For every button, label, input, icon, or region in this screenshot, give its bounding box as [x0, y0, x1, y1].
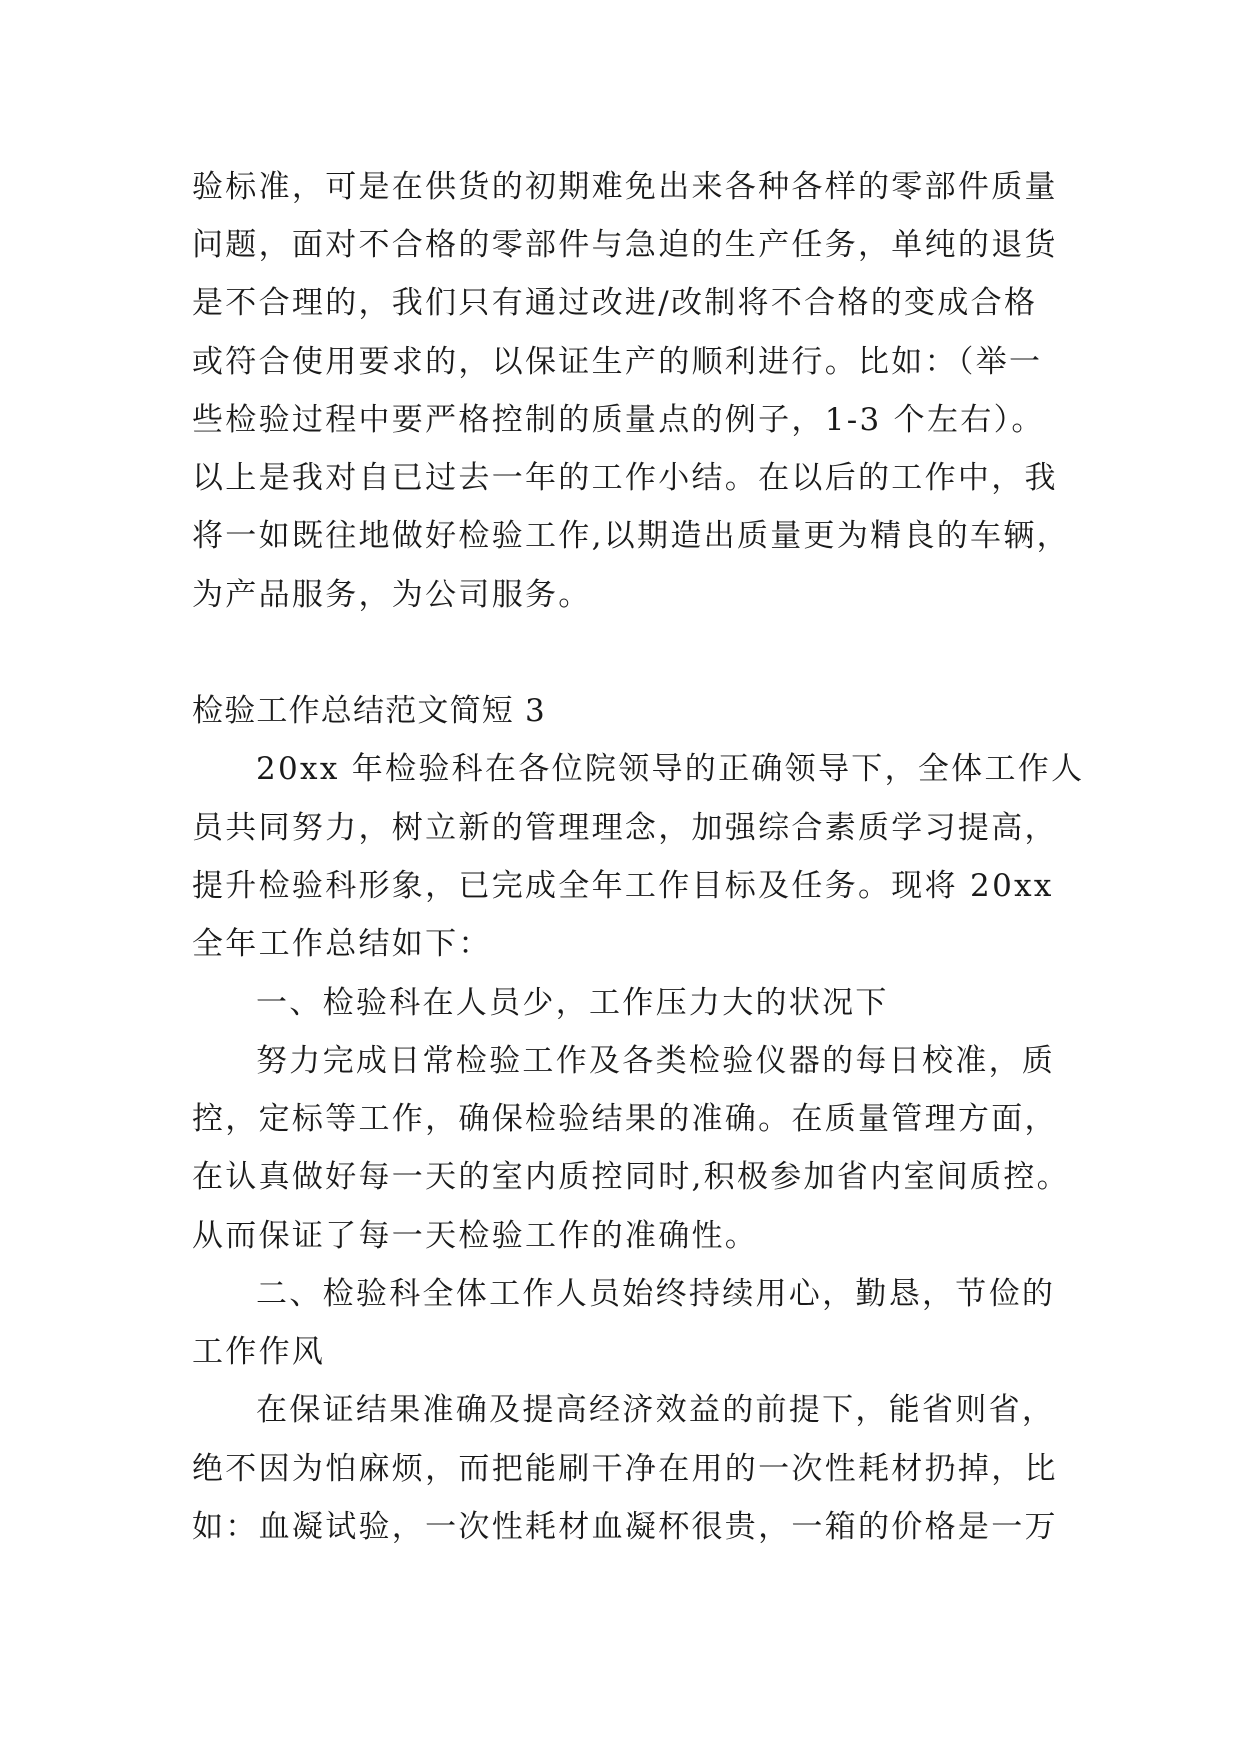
paragraph-line: 努力完成日常检验工作及各类检验仪器的每日校准，质: [256, 1043, 1056, 1079]
paragraph-line: 是不合理的，我们只有通过改进/改制将不合格的变成合格: [192, 285, 1038, 321]
paragraph-line: 从而保证了每一天检验工作的准确性。: [192, 1218, 759, 1254]
paragraph-line: 问题，面对不合格的零部件与急迫的生产任务，单纯的退货: [192, 227, 1058, 263]
paragraph-line: 以上是我对自已过去一年的工作小结。在以后的工作中，我: [192, 460, 1058, 496]
subheading-2: 二、检验科全体工作人员始终持续用心，勤恳，节俭的: [256, 1276, 1056, 1312]
paragraph-line: 验标准，可是在供货的初期难免出来各种各样的零部件质量: [192, 169, 1058, 205]
subheading-1: 一、检验科在人员少，工作压力大的状况下: [256, 985, 889, 1021]
section-heading: 检验工作总结范文简短 3: [192, 693, 546, 729]
paragraph-line: 绝不因为怕麻烦，而把能刷干净在用的一次性耗材扔掉，比: [192, 1451, 1058, 1487]
paragraph-line: 如：血凝试验，一次性耗材血凝杯很贵，一箱的价格是一万: [192, 1509, 1058, 1545]
paragraph-line: 或符合使用要求的，以保证生产的顺利进行。比如：（举一: [192, 344, 1043, 380]
paragraph-line: 些检验过程中要严格控制的质量点的例子，1-3 个左右）。: [192, 402, 1045, 438]
paragraph-line: 在认真做好每一天的室内质控同时,积极参加省内室间质控。: [192, 1159, 1070, 1195]
paragraph-line: 提升检验科形象，已完成全年工作目标及任务。现将 20xx: [192, 868, 1054, 904]
paragraph-line: 全年工作总结如下：: [192, 926, 492, 962]
paragraph-line: 将一如既往地做好检验工作,以期造出质量更为精良的车辆，: [192, 518, 1070, 554]
paragraph-line: 控，定标等工作，确保检验结果的准确。在质量管理方面，: [192, 1101, 1058, 1137]
paragraph-line: 在保证结果准确及提高经济效益的前提下，能省则省，: [256, 1392, 1056, 1428]
paragraph-line: 员共同努力，树立新的管理理念，加强综合素质学习提高，: [192, 810, 1058, 846]
paragraph-line: 工作作风: [192, 1334, 326, 1370]
paragraph-line: 为产品服务，为公司服务。: [192, 577, 592, 613]
paragraph-line: 20xx 年检验科在各位院领导的正确领导下，全体工作人: [256, 751, 1085, 787]
